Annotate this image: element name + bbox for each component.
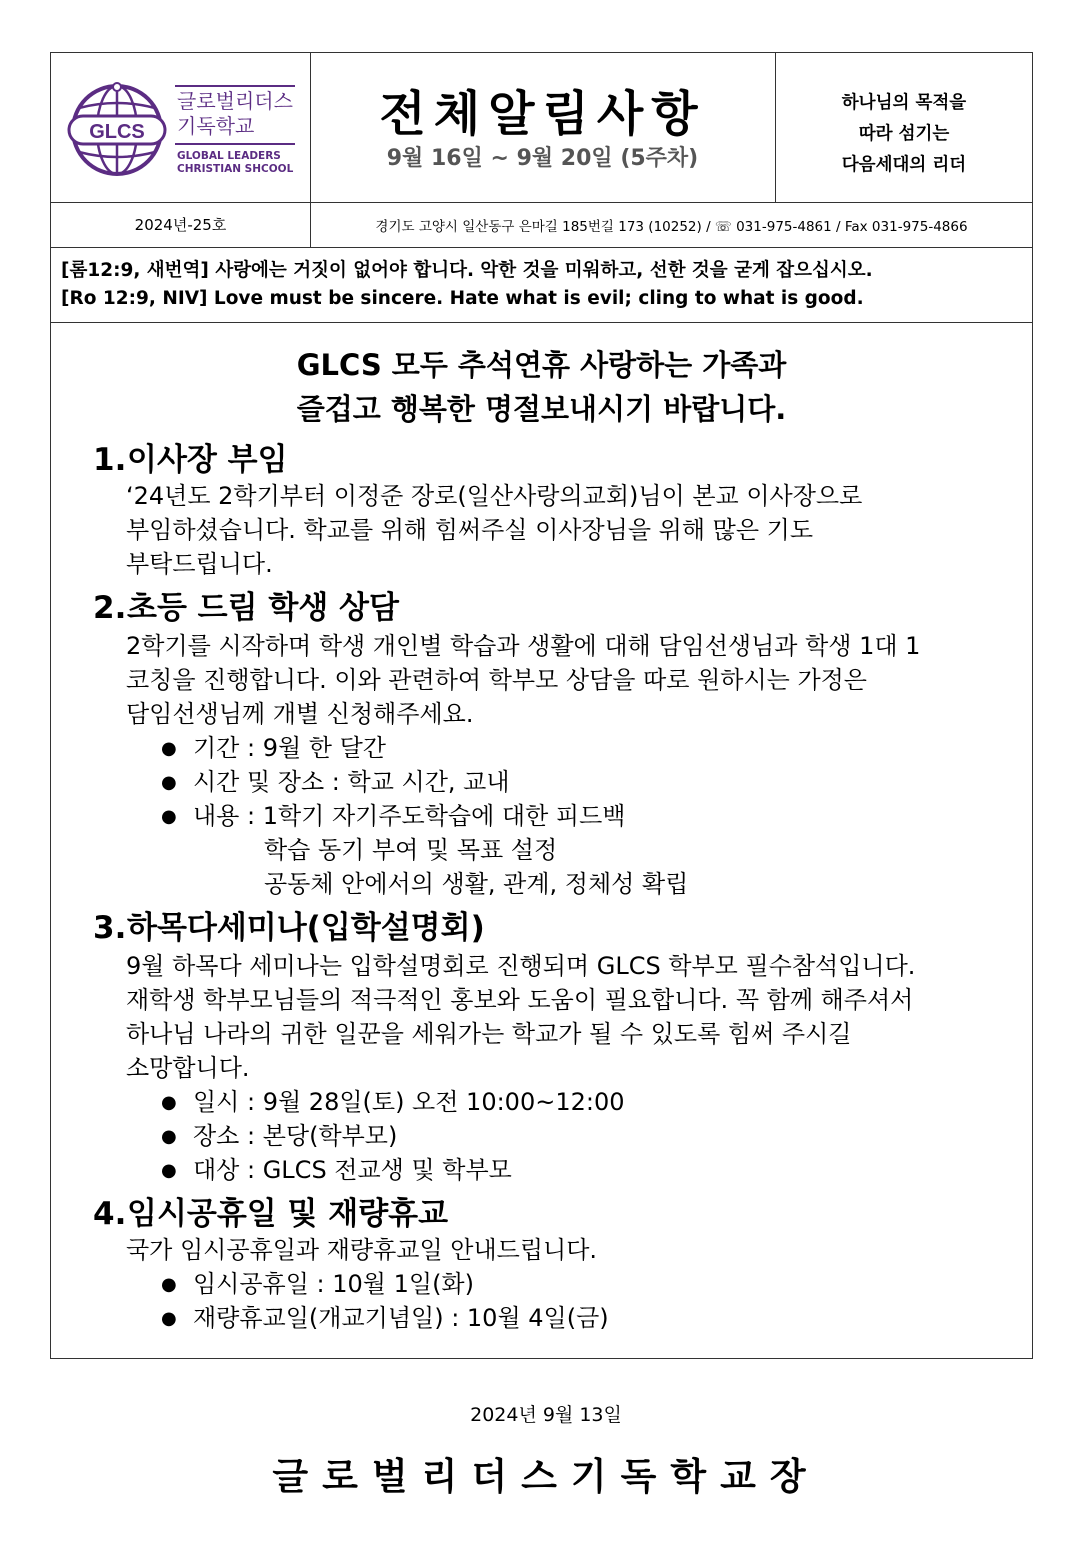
headline-line: 즐겁고 행복한 명절보내시기 바랍니다. (296, 392, 787, 426)
bullet-dot-icon: ● (161, 1274, 177, 1295)
section-title-text: 하목다세미나(입학설명회) (127, 910, 485, 946)
paragraph-line: 2학기를 시작하며 학생 개인별 학습과 생활에 대해 담임선생님과 학생 1대 1 (126, 632, 921, 660)
section-title-text: 이사장 부임 (127, 442, 288, 478)
bullet-text: 시간 및 장소 : 학교 시간, 교내 (193, 768, 510, 796)
paragraph-line: 하나님 나라의 귀한 일꾼을 세워가는 학교가 될 수 있도록 힘써 주시길 (126, 1020, 852, 1048)
logo-rule-bottom (175, 143, 295, 145)
bullet-text: 재량휴교일(개교기념일) : 10월 4일(금) (193, 1304, 609, 1332)
paragraph-line: ‘24년도 2학기부터 이정준 장로(일산사랑의교회)님이 본교 이사장으로 (126, 482, 863, 510)
paragraph-line: 국가 임시공휴일과 재량휴교일 안내드립니다. (126, 1236, 598, 1264)
verse-english: [Ro 12:9, NIV] Love must be sincere. Hate what is evil; cling to what is good. (61, 288, 864, 309)
section-number: 3. (93, 910, 127, 946)
headline-line: GLCS 모두 추석연휴 사랑하는 가족과 (296, 348, 787, 382)
issue-date: 2024년 9월 13일 (470, 1404, 622, 1426)
section-number: 1. (93, 442, 127, 478)
bullet-text: 임시공휴일 : 10월 1일(화) (193, 1270, 474, 1298)
bullet-item (161, 1301, 609, 1336)
bullet-text: 내용 : 1학기 자기주도학습에 대한 피드백 (193, 802, 626, 830)
bullet-item (161, 1267, 474, 1302)
section-number: 2. (93, 590, 127, 626)
bible-verse (51, 247, 1032, 323)
motto-cell (775, 53, 1033, 202)
logo-name-en-2: CHRISTIAN SHCOOL (177, 163, 294, 175)
section-title-text: 초등 드림 학생 상담 (127, 590, 399, 626)
motto-line: 하나님의 목적을 (841, 93, 967, 113)
info-row (51, 202, 1032, 248)
bullet-dot-icon: ● (161, 738, 177, 759)
bullet-item (161, 731, 386, 766)
page-subtitle: 9월 16일 ~ 9월 20일 (5주차) (386, 146, 699, 171)
notice-frame (50, 52, 1033, 1359)
bullet-dot-icon: ● (161, 1092, 177, 1113)
page-title: 전체알림사항 (379, 86, 706, 142)
bullet-dot-icon: ● (161, 772, 177, 793)
logo-name-kr-2: 기독학교 (177, 114, 255, 138)
paragraph-line: 소망합니다. (126, 1054, 250, 1082)
bullet-text: 장소 : 본당(학부모) (193, 1122, 398, 1150)
section-title (93, 1195, 448, 1233)
paragraph-line: 코칭을 진행합니다. 이와 관련하여 학부모 상담을 따로 원하시는 가정은 (126, 666, 867, 694)
bullet-dot-icon: ● (161, 1308, 177, 1329)
bullet-item (161, 799, 625, 834)
paragraph-line: 9월 하목다 세미나는 입학설명회로 진행되며 GLCS 학부모 필수참석입니다. (126, 952, 916, 980)
globe-emblem-icon (67, 78, 167, 178)
bullet-dot-icon: ● (161, 1126, 177, 1147)
section-number: 4. (93, 1196, 127, 1232)
school-logo (51, 53, 311, 202)
section-title (93, 441, 288, 479)
logo-name-kr-1: 글로벌리더스 (177, 89, 293, 113)
bullet-item (161, 1085, 625, 1120)
logo-emblem-text: GLCS (89, 121, 145, 143)
section-title (93, 589, 399, 627)
logo-rule-top (175, 85, 295, 87)
bullet-text: 기간 : 9월 한 달간 (193, 734, 386, 762)
title-cell (310, 53, 776, 202)
logo-name-en-1: GLOBAL LEADERS (177, 150, 281, 162)
notice-content (51, 323, 1032, 1358)
bullet-text: 대상 : GLCS 전교생 및 학부모 (193, 1156, 512, 1184)
section-title (93, 909, 485, 947)
bullet-item (161, 1153, 512, 1188)
bullet-continuation: 공동체 안에서의 생활, 관계, 정체성 확립 (264, 870, 689, 898)
issue-number: 2024년-25호 (51, 202, 311, 247)
motto-line: 다음세대의 리더 (841, 155, 967, 175)
bullet-item (161, 1119, 397, 1154)
paragraph-line: 재학생 학부모님들의 적극적인 홍보와 도움이 필요합니다. 꼭 함께 해주셔서 (126, 986, 914, 1014)
verse-korean: [롬12:9, 새번역] 사랑에는 거짓이 없어야 합니다. 악한 것을 미워하고, 선한 것을 굳게 잡으십시오. (61, 260, 873, 281)
header-row (51, 53, 1032, 203)
school-address: 경기도 고양시 일산동구 은마길 185번길 173 (10252) / ☏ 031-975-4861 / Fax 031-975-4866 (375, 218, 968, 235)
bullet-dot-icon: ● (161, 1160, 177, 1181)
paragraph-line: 부임하셨습니다. 학교를 위해 힘써주실 이사장님을 위해 많은 기도 (126, 516, 813, 544)
section-title-text: 임시공휴일 및 재량휴교 (127, 1196, 449, 1232)
paragraph-line: 담임선생님께 개별 신청해주세요. (126, 700, 474, 728)
bullet-continuation: 학습 동기 부여 및 목표 설정 (264, 836, 558, 864)
principal-signature: 글로벌리더스기독학교장 (272, 1455, 820, 1498)
bullet-item (161, 765, 510, 800)
bullet-dot-icon: ● (161, 806, 177, 827)
paragraph-line: 부탁드립니다. (126, 550, 273, 578)
bullet-text: 일시 : 9월 28일(토) 오전 10:00~12:00 (193, 1088, 625, 1116)
motto-line: 따라 섬기는 (858, 124, 950, 144)
